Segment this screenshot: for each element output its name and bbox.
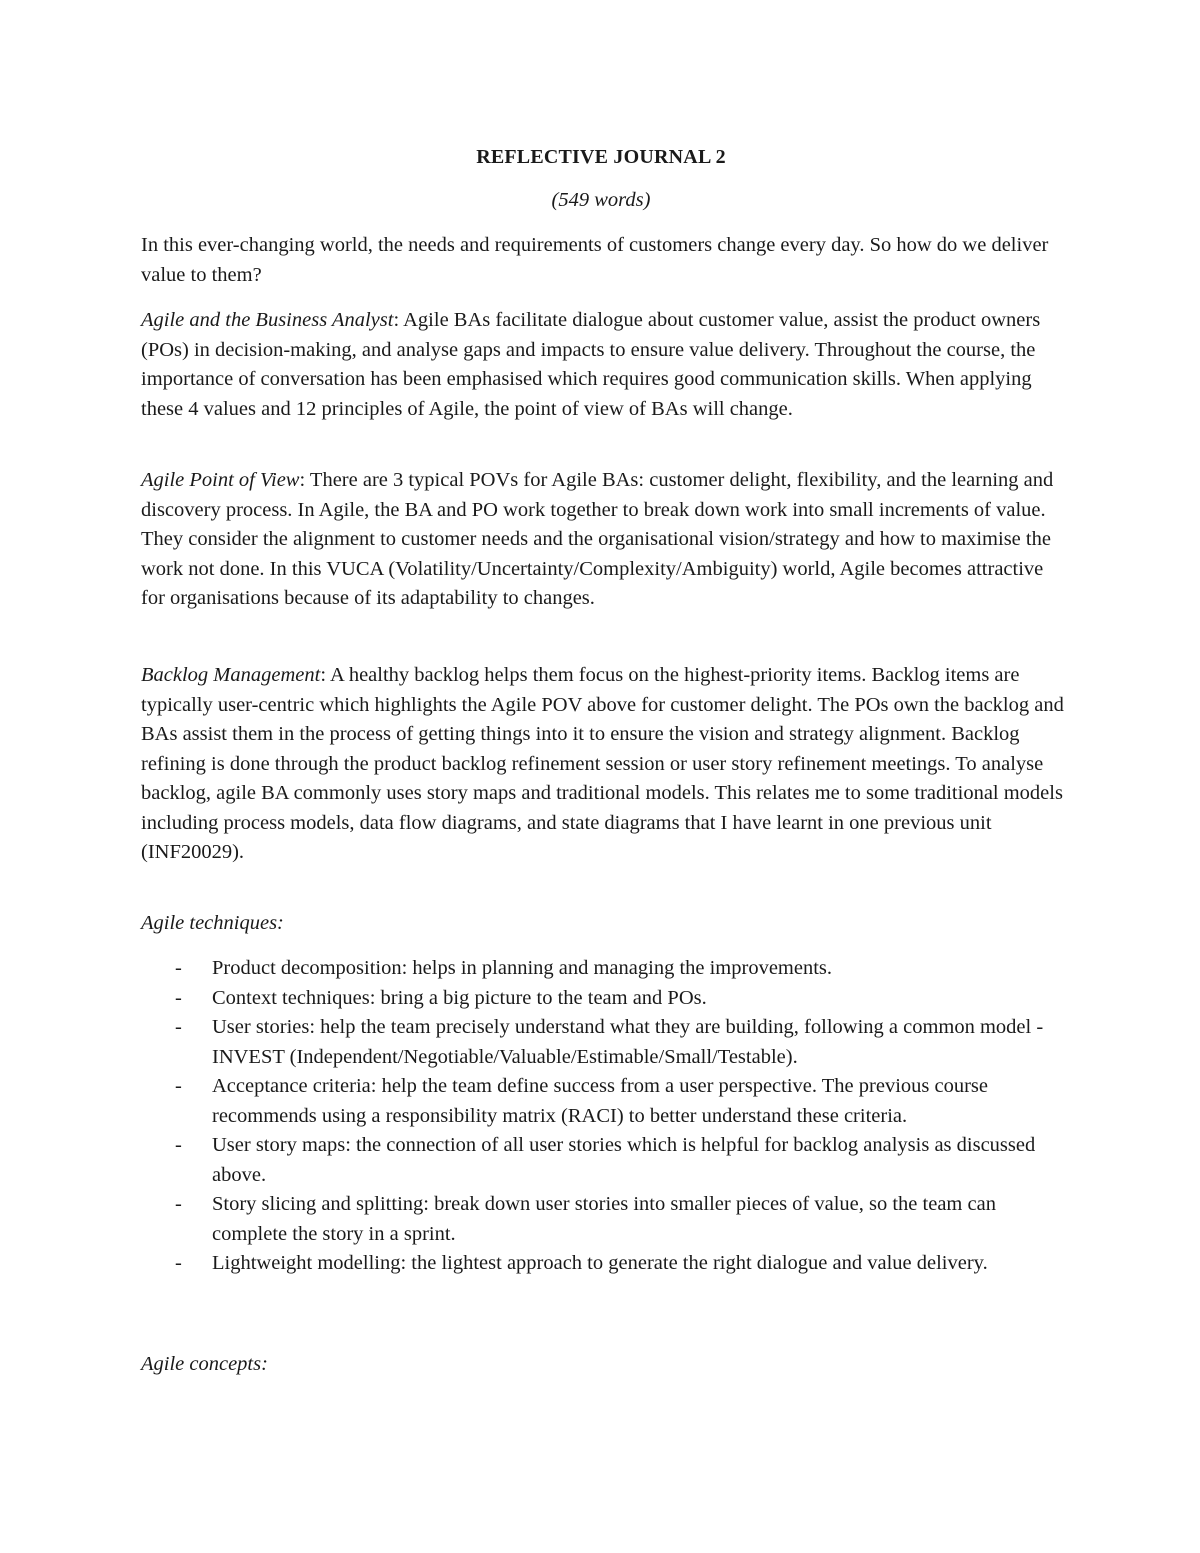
- bullet-dash: -: [175, 1016, 182, 1038]
- bullet-dash: -: [175, 1252, 182, 1274]
- section-lead: Backlog Management: [141, 664, 321, 686]
- techniques-heading: Agile techniques:: [141, 912, 284, 934]
- section-body: : A healthy backlog helps them focus on the highest-priority items. Backlog items are typically user-centric which highlights the Agile POV above for customer delight. The POs own the backlog and BAs assist them in the process of getting things into it to ensure the vision and strategy alignment. Backlog refining is done through the product backlog refinement session or user story refinement meetings. To analyse backlog, agile BA commonly uses story maps and traditional models. This relates me to some traditional models including process models, data flow diagrams, and state diagrams that I have learnt in one previous unit (INF20029).: [141, 664, 1064, 863]
- techniques-list: [141, 954, 1066, 1279]
- bullet-dash: -: [175, 1134, 182, 1156]
- section-paragraph: [141, 306, 1066, 424]
- list-item: [141, 1249, 1066, 1279]
- word-count: (549 words): [551, 189, 651, 211]
- section-body: : There are 3 typical POVs for Agile BAs: customer delight, flexibility, and the learning and discovery process. In Agile, the BA and PO work together to break down work into small increments of value. They consider the alignment to customer needs and the organisational vision/strategy and how to maximise the work not done. In this VUCA (Volatility/Uncertainty/Complexity/Ambiguity) world, Agile becomes attractive for organisations because of its adaptability to changes.: [141, 469, 1054, 609]
- section-lead: Agile Point of View: [141, 469, 300, 491]
- list-item: [141, 1190, 1066, 1249]
- list-item-text: User stories: help the team precisely understand what they are building, following a common model - INVEST (Independent/Negotiable/Valuable/Estimable/Small/Testable).: [212, 1016, 1044, 1068]
- list-item: [141, 1131, 1066, 1190]
- list-item-text: Acceptance criteria: help the team define success from a user perspective. The previous course recommends using a responsibility matrix (RACI) to better understand these criteria.: [212, 1075, 988, 1127]
- list-item: [141, 1072, 1066, 1131]
- list-item-text: Lightweight modelling: the lightest approach to generate the right dialogue and value delivery.: [212, 1252, 988, 1274]
- document-title: REFLECTIVE JOURNAL 2: [476, 146, 726, 168]
- list-item: [141, 984, 1066, 1014]
- intro-paragraph: In this ever-changing world, the needs and requirements of customers change every day. So how do we deliver value to them?: [141, 234, 1049, 286]
- bullet-dash: -: [175, 1193, 182, 1215]
- list-item: [141, 1013, 1066, 1072]
- list-item: [141, 954, 1066, 984]
- list-item-text: Story slicing and splitting: break down user stories into smaller pieces of value, so the team can complete the story in a sprint.: [212, 1193, 996, 1245]
- bullet-dash: -: [175, 1075, 182, 1097]
- bullet-dash: -: [175, 986, 182, 1009]
- list-item-text: Product decomposition: helps in planning and managing the improvements.: [212, 957, 833, 979]
- section-body: : Agile BAs facilitate dialogue about customer value, assist the product owners (POs) in decision-making, and analyse gaps and impacts to ensure value delivery. Throughout the course, the importance of conversation has been emphasised which requires good communication skills. When applying these 4 values and 12 principles of Agile, the point of view of BAs will change.: [141, 309, 1041, 420]
- section-paragraph: [141, 661, 1066, 868]
- section-lead: Agile and the Business Analyst: [141, 309, 394, 331]
- bullet-dash: -: [175, 957, 182, 979]
- section-paragraph: [141, 466, 1066, 614]
- list-item-text: Context techniques: bring a big picture to the team and POs.: [212, 986, 707, 1009]
- list-item-text: User story maps: the connection of all user stories which is helpful for backlog analysis as discussed above.: [212, 1134, 1036, 1186]
- concepts-heading: Agile concepts:: [141, 1353, 268, 1375]
